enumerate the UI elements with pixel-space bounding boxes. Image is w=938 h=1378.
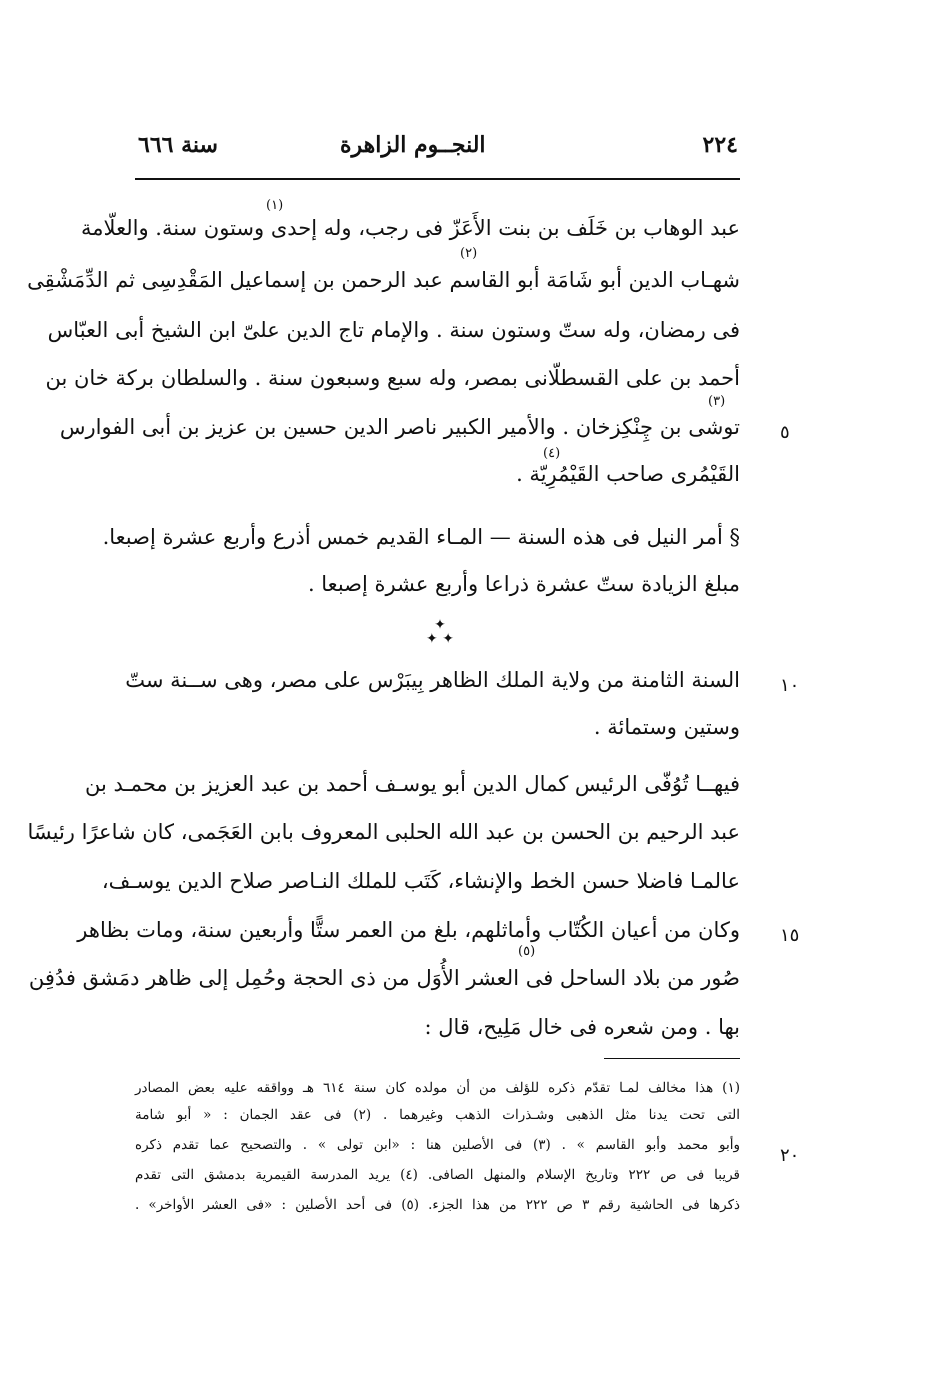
footnote-ref-2: (٢) [460,246,478,261]
footnote-line: ذكرها فى الحاشية رقم ٣ ص ٢٢٢ من هذا الجزء. (٥) فى أحد الأصلين : «فى العشر الأواخر» . [135,1197,741,1213]
section-divider-stars: ✦ ✦ ✦ [426,617,454,647]
text-line: عالمـا فاضلا حسن الخط والإنشاء، كَتَب للملك النـاصر صلاح الدين يوسـف، [101,869,740,893]
text-line: أحمد بن على القسطلّانى بمصر، وله سبع وسبعون سنة . والسلطان بركة خان بن [45,366,740,390]
line-number: ١٠ [780,675,800,696]
footnote-ref-4: (٤) [543,446,561,461]
footnote-rule [604,1058,740,1059]
footnote-ref-3: (٣) [708,394,726,409]
text-line: وستين وستمائة . [593,715,740,739]
footnote-ref-1: (١) [266,198,284,213]
text-line: صُور من بلاد الساحل فى العشر الأُوَل من ذى الحجة وحُمِل إلى ظاهر دمَشق فدُفِن [28,966,740,990]
footnote-line: قريبا فى ص ٢٢٢ وتاريخ الإسلام والمنهل الصافى. (٤) يريد المدرسة القيمرية بدمشق التى تقدم [135,1167,740,1183]
header-rule [135,178,740,180]
text-line: بها . ومن شعره فى خال مَلِيح، قال : [424,1015,740,1039]
year-heading-line: السنة الثامنة من ولاية الملك الظاهر بِيبَرْس على مصر، وهى ســنة ستّ [125,668,740,692]
footnote-ref-5: (٥) [518,944,536,959]
line-number: ١٥ [780,925,800,946]
running-title: النجــوم الزاهرة [340,132,486,158]
year-heading: سنة ٦٦٦ [138,132,218,158]
text-line: وكان من أعيان الكُتّاب وأماثلهم، بلغ من العمر ستًّا وأربعين سنة، ومات بظاهر [77,918,740,942]
text-line: شهـاب الدين أبو شَامَة أبو القاسم عبد الرحمن بن إسماعيل المَقْدِسِى ثم الدِّمَشْقِى [27,268,740,292]
text-line: عبد الرحيم بن الحسن بن عبد الله الحلبى المعروف بابن العَجَمى، كان شاعرًا رئيسًا [27,820,740,844]
footnote-line: التى تحت يدنا مثل الذهبى وشـذرات الذهب وغيرهما . (٢) فى عقد الجمان : « أبو شامة [135,1107,740,1123]
footnote-line: وأبو محمد وأبو القاسم » . (٣) فى الأصلين هنا : «ابن تولى » . والتصحيح عما تقدم ذكره [135,1137,740,1153]
line-number: ٢٠ [780,1145,800,1166]
text-line: § أمر النيل فى هذه السنة — المـاء القديم خمس أذرع وأربع عشرة إصبعا. [102,525,740,549]
text-line: مبلغ الزيادة ستّ عشرة ذراعا وأربع عشرة إصبعا . [307,572,740,596]
page-number: ٢٢٤ [702,132,738,158]
text-line: توشى بن چِنْكِزخان . والأمير الكبير ناصر الدين حسين بن عزيز بن أبى الفوارس [59,415,740,439]
text-line: فيهــا تُوُفّى الرئيس كمال الدين أبو يوسـف أحمد بن عبد العزيز بن محمـد بن [85,772,740,796]
footnote-line: (١) هذا مخالف لمـا تقدّم ذكره للؤلف من أن مولده كان سنة ٦١٤ هـ وواققه عليه بعض المصادر [135,1080,740,1096]
text-line: فى رمضان، وله ستّ وستون سنة . والإمام تاج الدين علىّ ابن الشيخ أبى العبّاس [47,318,740,342]
line-number: ٥ [780,422,790,443]
text-line: عبد الوهاب بن خَلَف بن بنت الأَعَزّ فى رجب، وله إحدى وستون سنة. والعلّامة [81,216,740,240]
text-line: القَيْمُرى صاحب القَيْمُرِيّة . [516,462,740,486]
